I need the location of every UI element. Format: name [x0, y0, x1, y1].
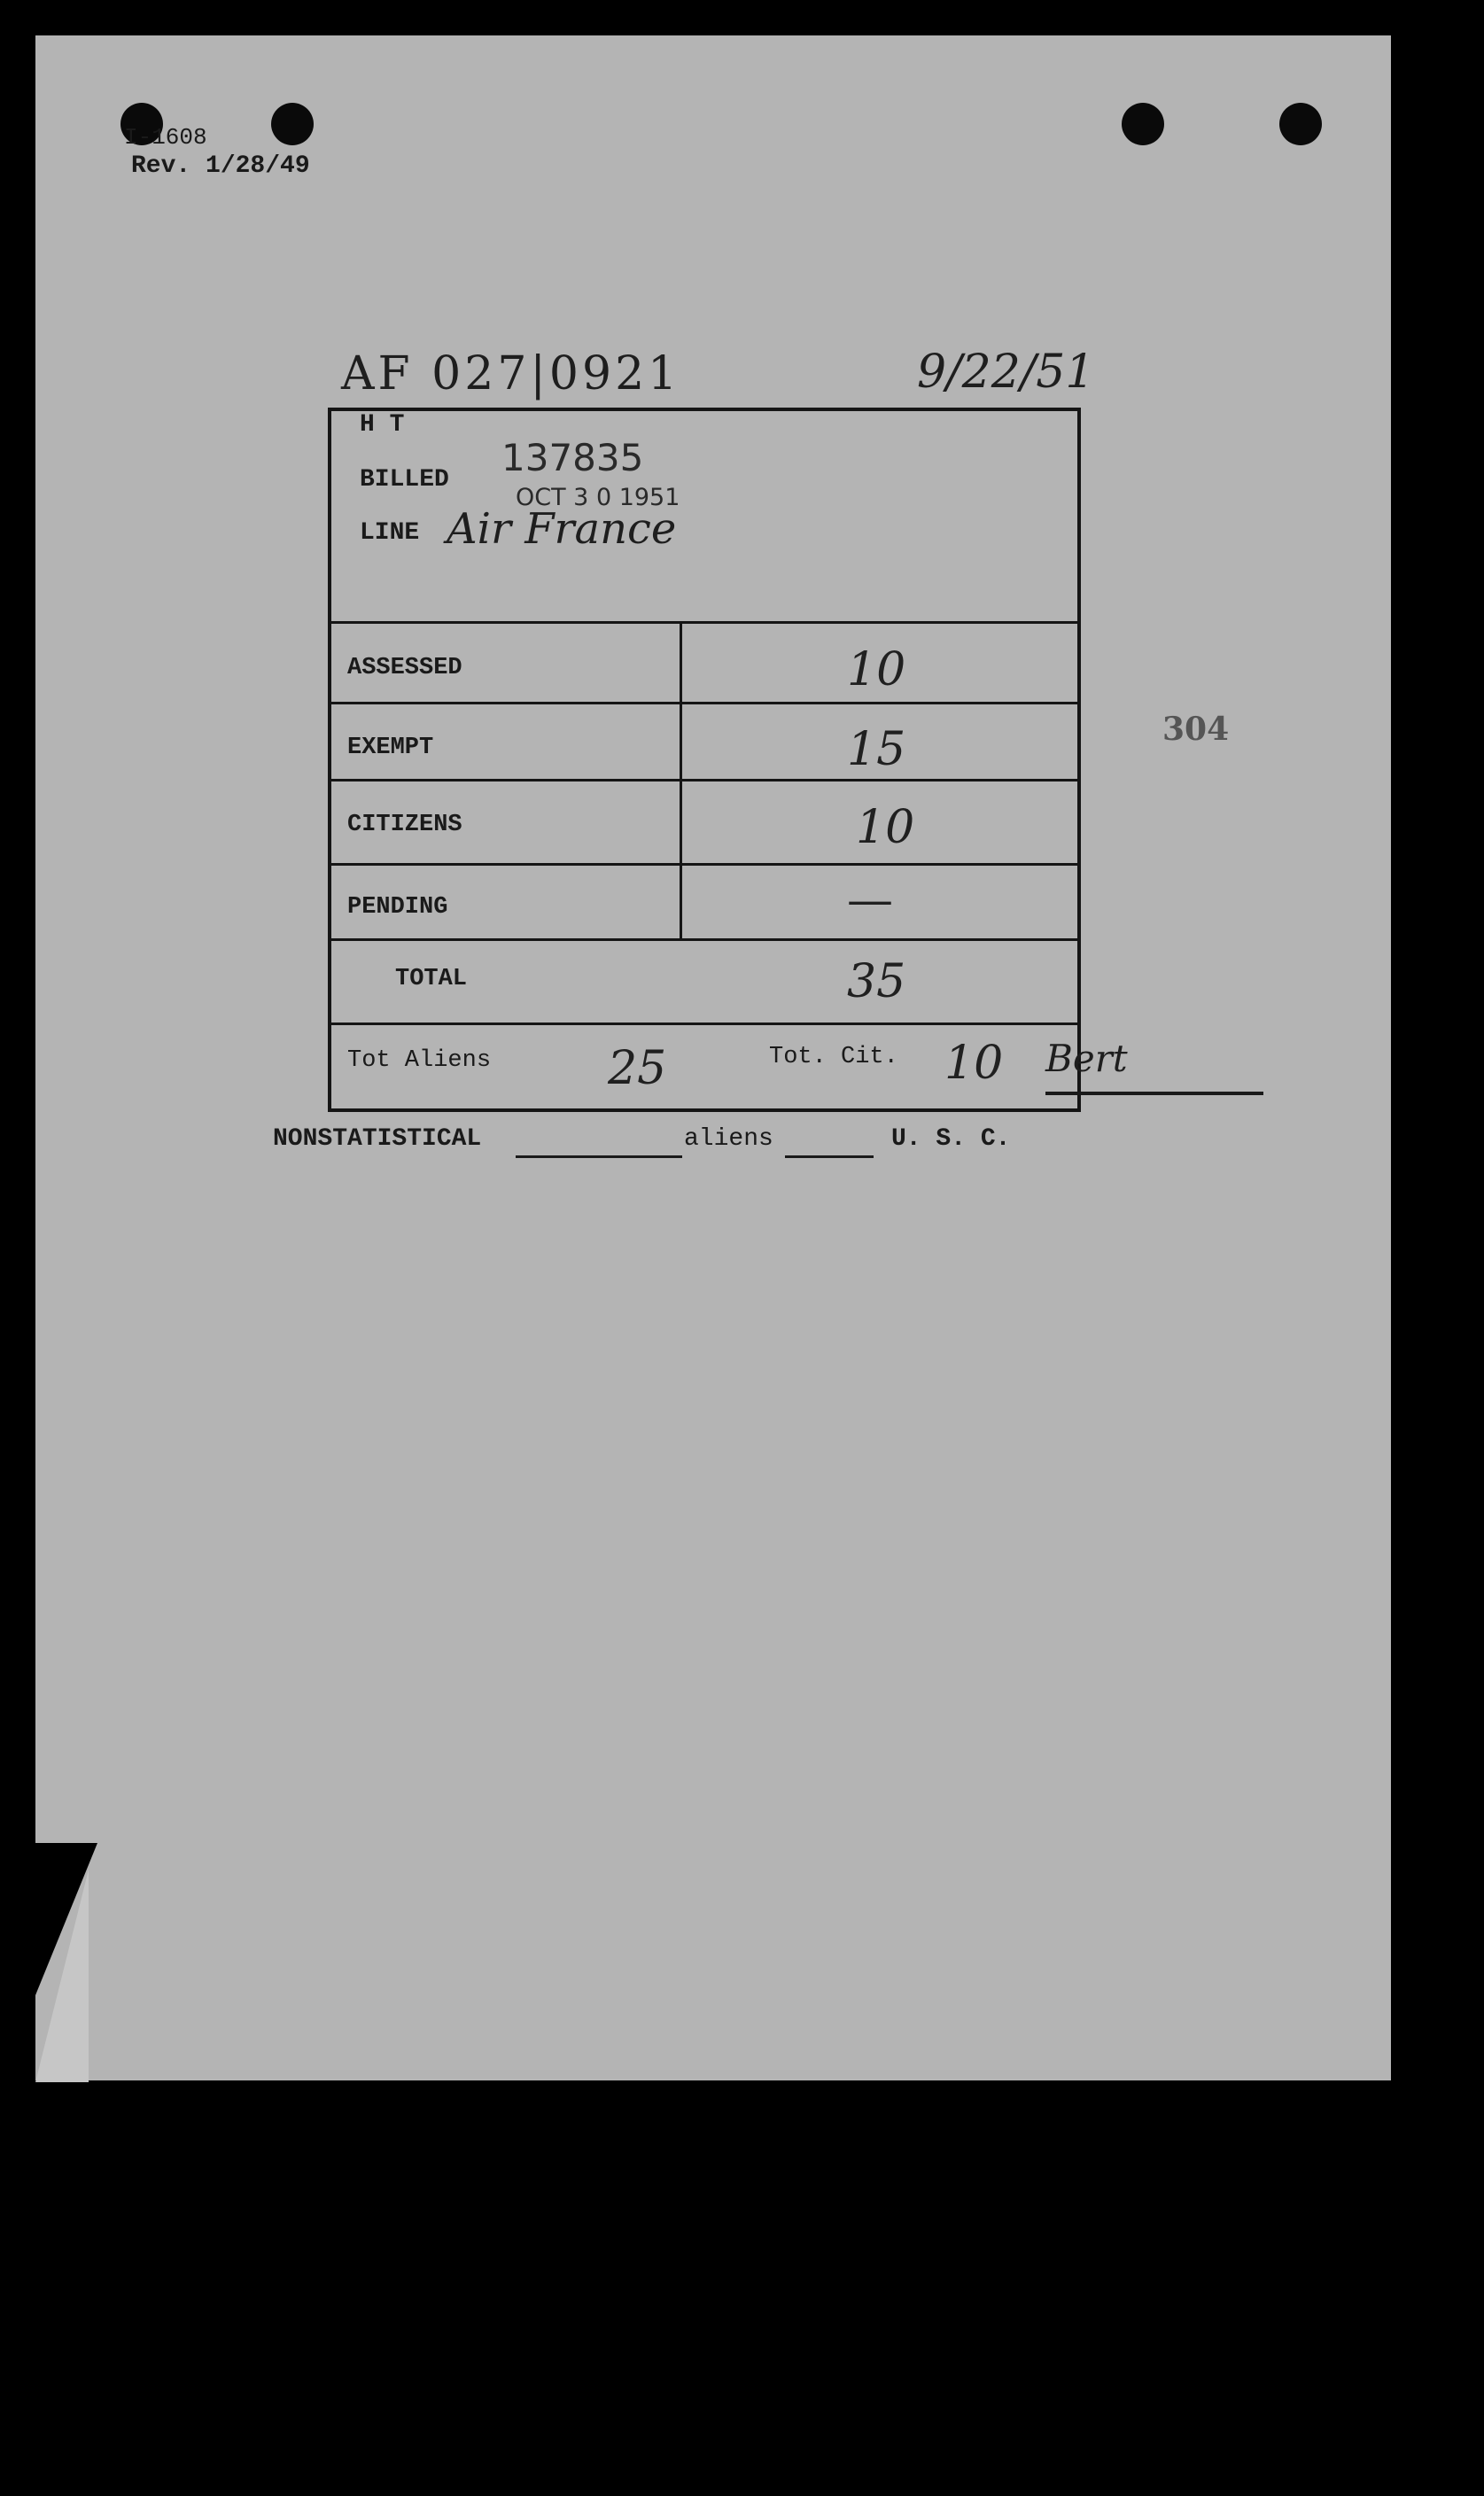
tot-aliens-label: Tot Aliens: [347, 1047, 492, 1074]
punch-hole-right-2: [1279, 103, 1322, 145]
initials-underline: [1045, 1092, 1263, 1095]
billed-label: BILLED: [360, 466, 449, 494]
nonstatistical-blank: [516, 1155, 682, 1158]
form-number: I-1608: [124, 124, 207, 151]
divider-pending: [331, 938, 1077, 941]
exempt-value: 15: [847, 723, 906, 776]
punch-hole-right-1: [1122, 103, 1164, 145]
reviewer-initials: Bert: [1045, 1037, 1128, 1080]
citizens-value: 10: [856, 801, 915, 854]
ht-label: H T: [360, 411, 405, 439]
tot-cit-label: Tot. Cit.: [769, 1044, 898, 1070]
divider-citizens: [331, 863, 1077, 866]
usc-label: U. S. C.: [891, 1125, 1011, 1153]
aliens-label: aliens: [684, 1125, 773, 1153]
divider-assessed: [331, 702, 1077, 704]
entry-form: [328, 408, 1081, 1112]
page-number: 304: [1162, 711, 1230, 748]
line-label: LINE: [360, 519, 420, 547]
folded-corner-flap: [35, 1870, 89, 2082]
divider-top-section: [331, 621, 1077, 624]
divider-total: [331, 1023, 1077, 1025]
pending-label: PENDING: [347, 894, 448, 921]
tot-aliens-value: 25: [608, 1042, 667, 1095]
handwritten-date: 9/22/51: [917, 346, 1095, 399]
citizens-label: CITIZENS: [347, 812, 462, 838]
divider-exempt: [331, 779, 1077, 781]
nonstatistical-label: NONSTATISTICAL: [273, 1125, 482, 1153]
total-value: 35: [847, 955, 906, 1008]
billed-number: 137835: [501, 436, 644, 479]
total-label: TOTAL: [395, 966, 468, 992]
file-number: AF 027|0921: [341, 347, 681, 400]
assessed-label: ASSESSED: [347, 655, 462, 681]
aliens-blank: [785, 1155, 874, 1158]
pending-value: —: [847, 874, 893, 927]
form-revision: Rev. 1/28/49: [131, 152, 310, 180]
punch-hole-left-2: [271, 103, 314, 145]
assessed-value: 10: [847, 643, 906, 696]
exempt-label: EXEMPT: [347, 735, 434, 761]
billed-date-stamp: OCT 3 0 1951: [516, 484, 680, 511]
line-value: Air France: [447, 504, 677, 554]
tot-cit-value: 10: [944, 1037, 1004, 1090]
